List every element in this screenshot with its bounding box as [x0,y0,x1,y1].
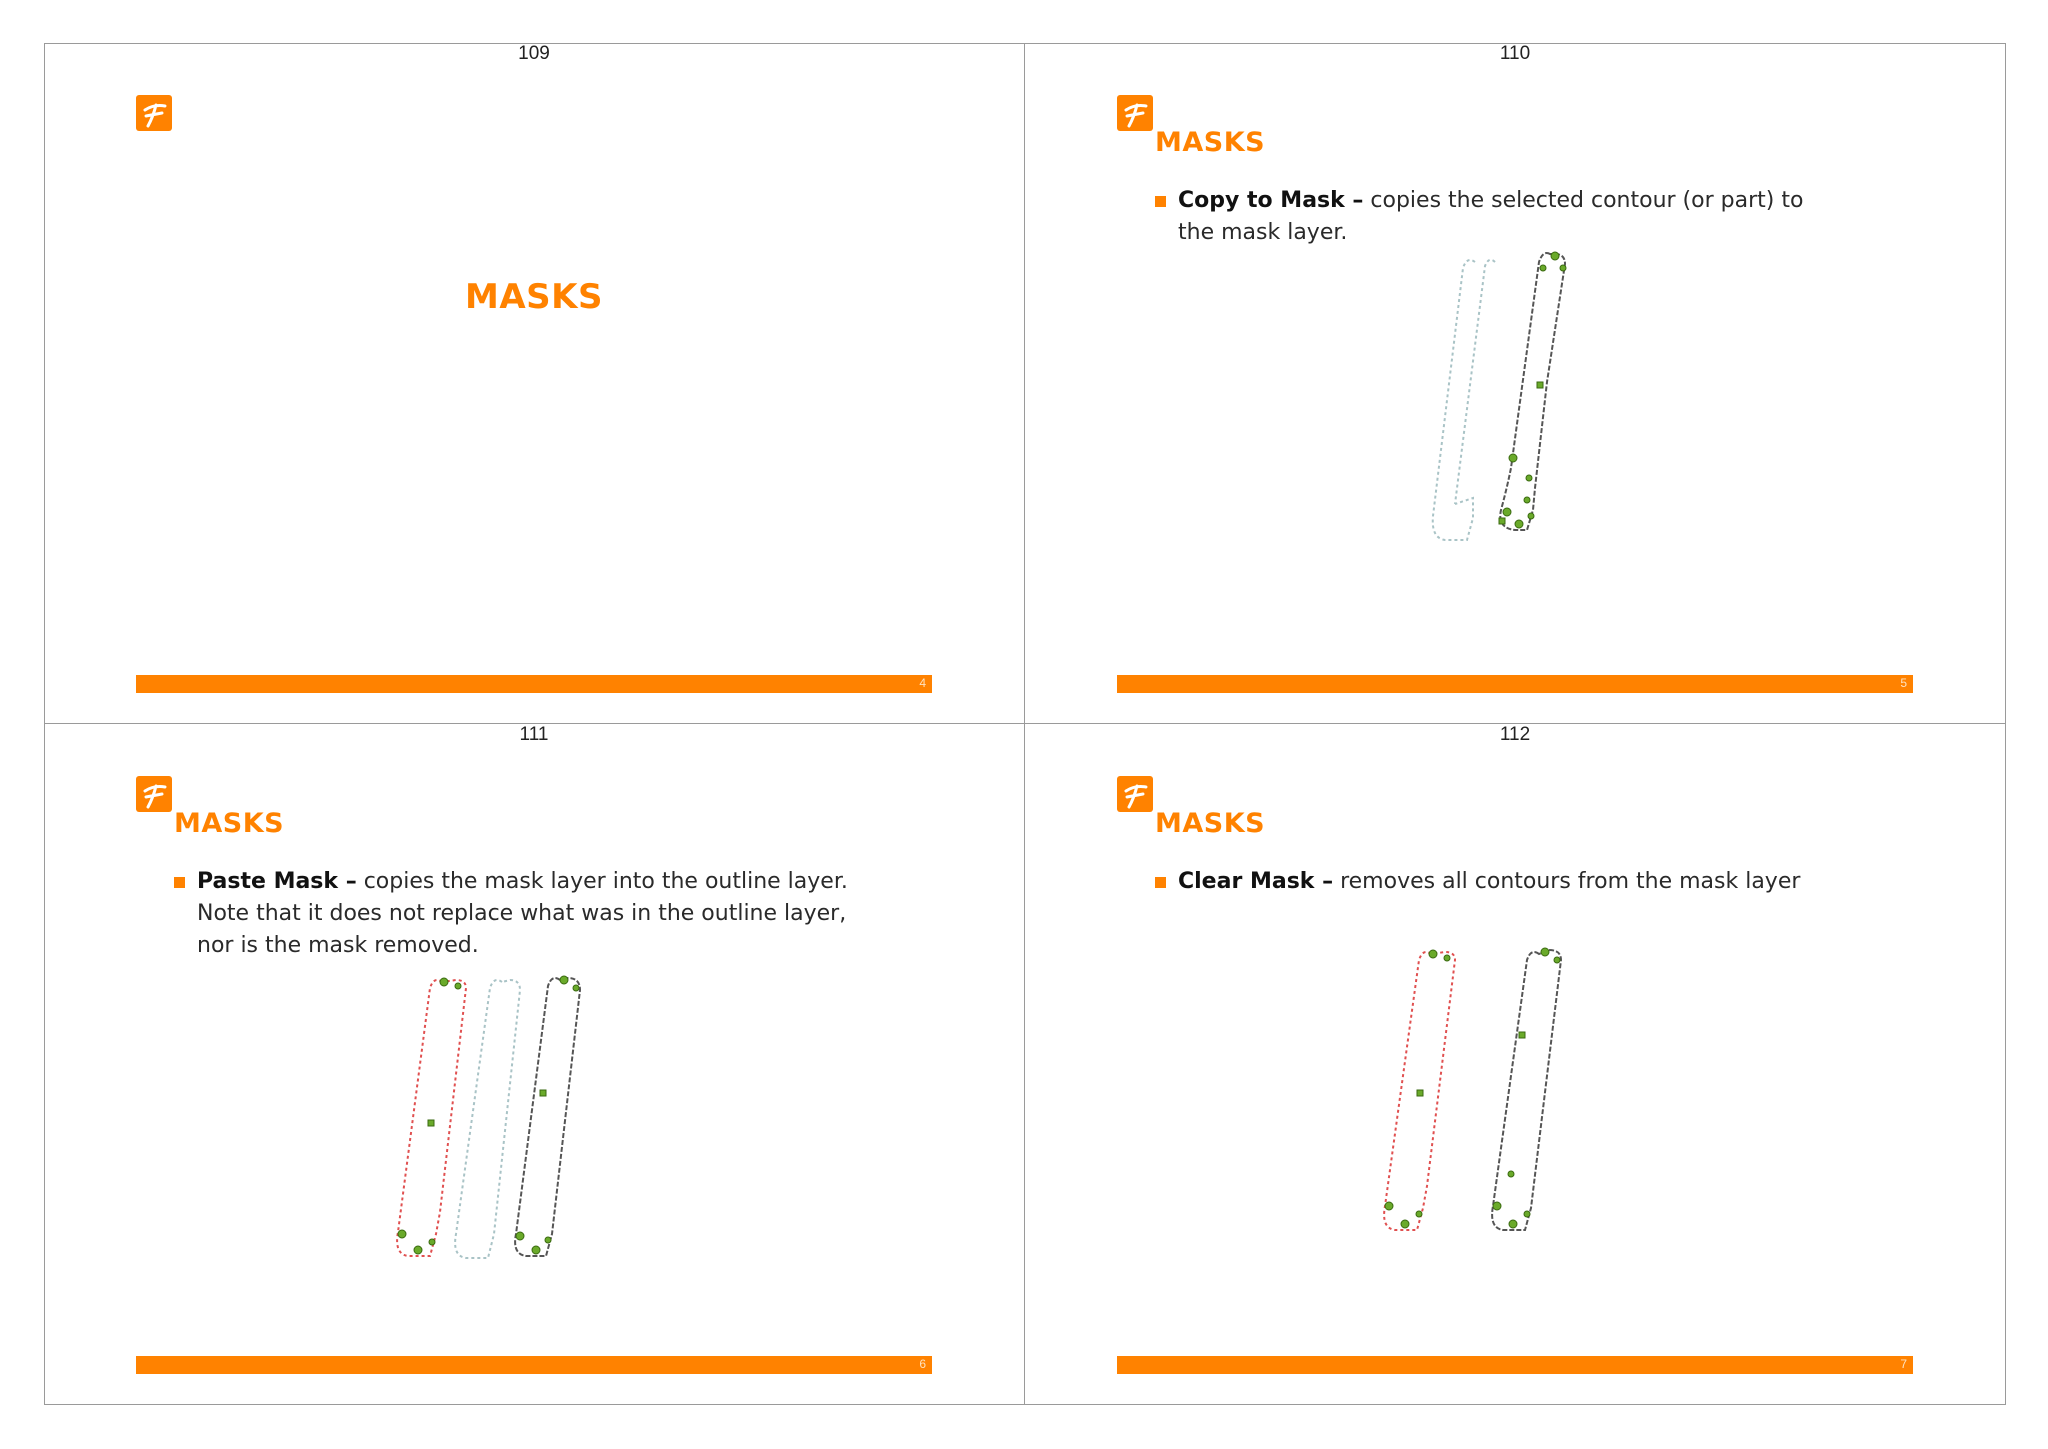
paste-mask-glyph-illustration [370,972,600,1277]
bullet-square-icon [174,877,185,888]
slide-number: 5 [1900,676,1907,690]
slide-112 [1025,724,2005,1404]
fontlab-logo-icon [1117,95,1153,131]
fontlab-logo-icon [136,776,172,812]
bullet-square-icon [1155,877,1166,888]
fontlab-logo-icon [1117,776,1153,812]
slide-number: 6 [919,1357,926,1371]
bullet-item [1155,866,1855,898]
bullet-term: Paste Mask – [197,869,357,894]
slide-number: 7 [1900,1357,1907,1371]
page-number: 109 [518,43,550,64]
slide-title: MASKS [1155,808,1266,839]
bullet-text: copies the selected contour (or part) to the mask layer. [1178,188,1804,245]
slide-title: MASKS [174,808,285,839]
footer-bar [136,1356,932,1374]
slide-109 [44,43,1024,723]
bullet-text: removes all contours from the mask layer [1333,869,1801,894]
bullet-square-icon [1155,196,1166,207]
bullet-item [1155,185,1835,249]
page-number: 111 [519,724,549,745]
slide-111 [44,724,1024,1404]
bullet-term: Copy to Mask – [1178,188,1364,213]
slide-title: MASKS [1155,127,1266,158]
fontlab-logo-icon [136,95,172,131]
copy-to-mask-glyph-illustration [1415,248,1585,588]
footer-bar [1117,675,1913,693]
bullet-term: Clear Mask – [1178,869,1334,894]
clear-mask-glyph-illustration [1355,944,1595,1249]
slide-110 [1025,43,2005,723]
bullet-text: copies the mask layer into the outline layer. Note that it does not replace what was in the outline layer, nor is the mask removed. [197,869,848,958]
section-title: MASKS [465,277,603,317]
footer-bar [136,675,932,693]
page-number: 110 [1499,43,1531,64]
bullet-item [174,866,874,962]
footer-bar [1117,1356,1913,1374]
page-number: 112 [1499,724,1531,745]
slide-number: 4 [919,676,926,690]
